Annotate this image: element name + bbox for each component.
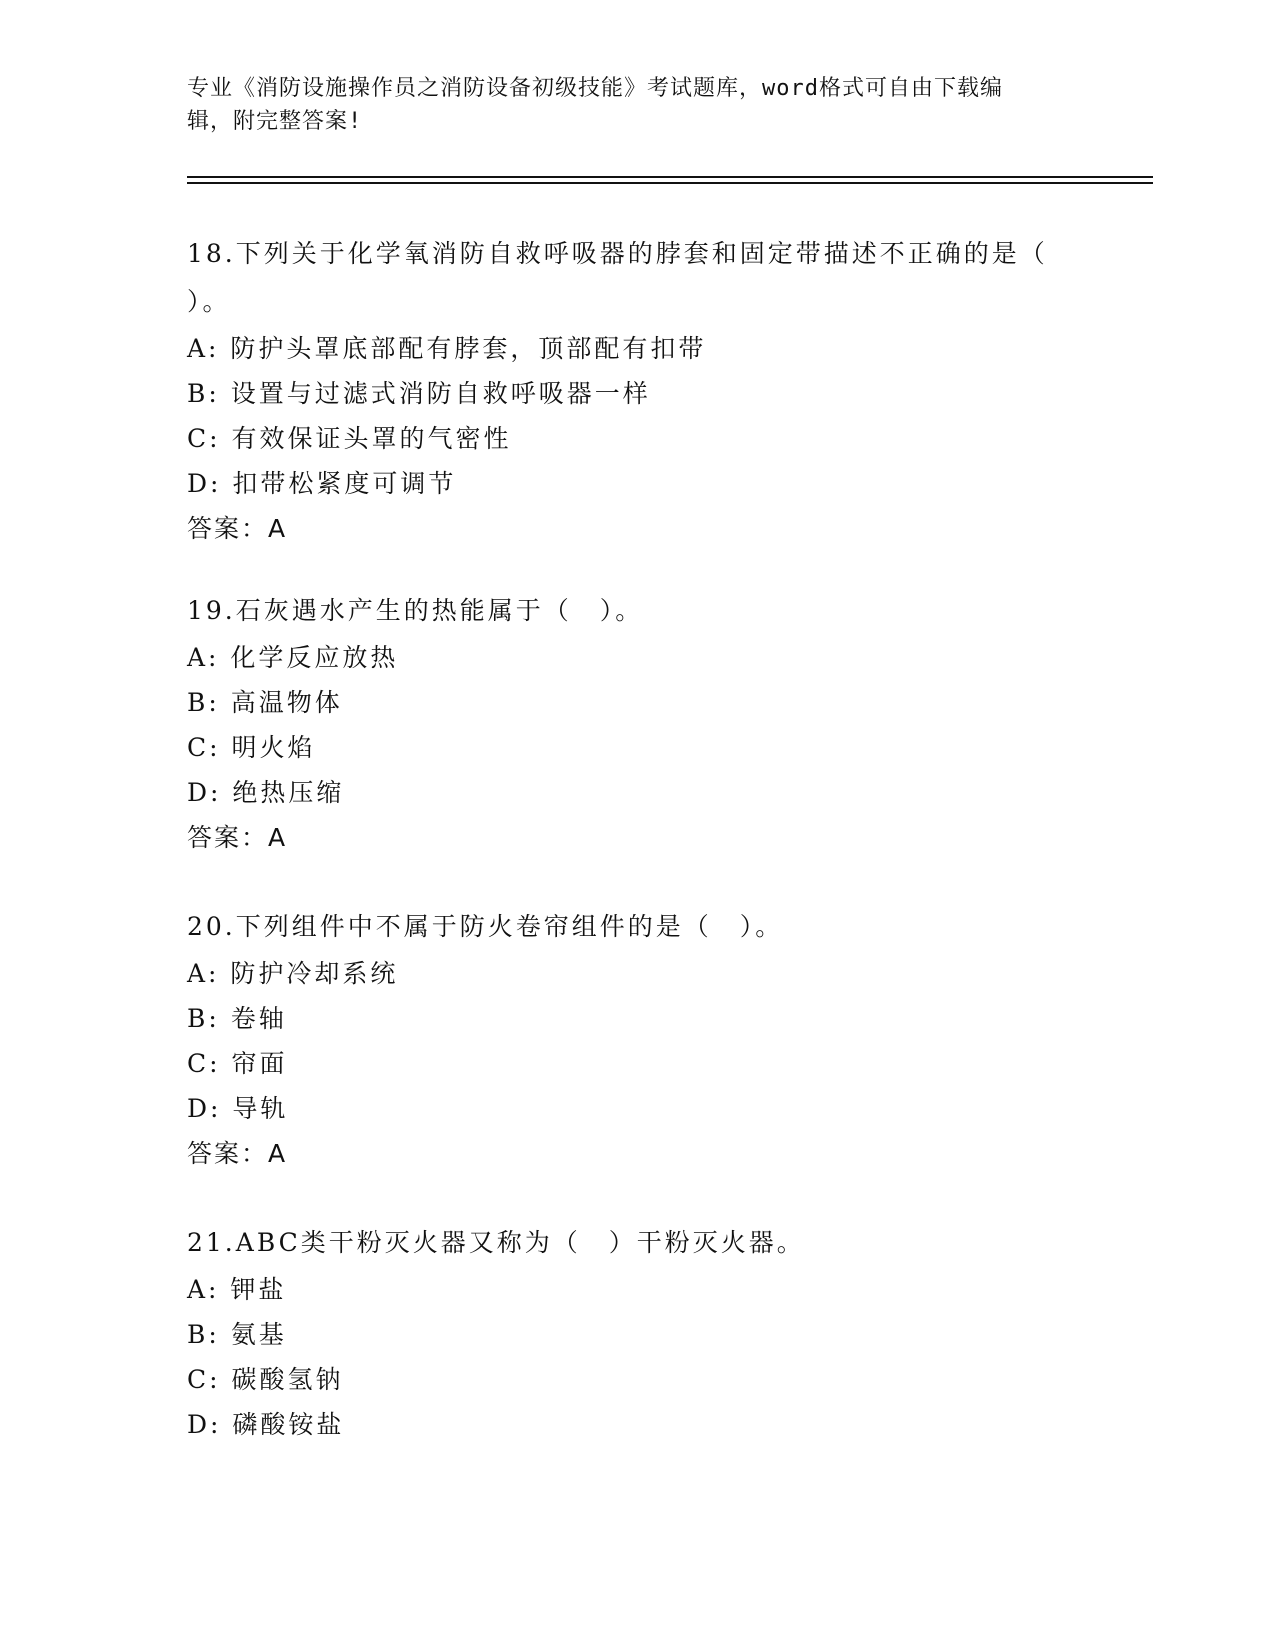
question-18 (187, 230, 1087, 551)
option-c: C: 有效保证头罩的气密性 (187, 424, 512, 453)
option-b: B: 卷轴 (187, 1004, 287, 1033)
option-c: C: 帘面 (187, 1049, 288, 1078)
option-a: A: 防护头罩底部配有脖套，顶部配有扣带 (187, 334, 707, 363)
option-b: B: 氨基 (187, 1320, 287, 1349)
question-stem: 21.ABC类干粉灭火器又称为（ ）干粉灭火器。 (187, 1228, 805, 1257)
question-stem-line-2: ）。 (187, 287, 231, 316)
option-d: D: 导轨 (187, 1094, 289, 1123)
header-divider-bottom (187, 182, 1153, 184)
option-a: A: 钾盐 (187, 1275, 287, 1304)
question-stem (187, 230, 1087, 326)
answer: 答案：A (187, 1139, 288, 1168)
option-d: D: 磷酸铵盐 (187, 1410, 345, 1439)
option-d: D: 扣带松紧度可调节 (187, 469, 457, 498)
option-a: A: 防护冷却系统 (187, 959, 399, 988)
question-20 (187, 903, 1087, 1176)
answer: 答案：A (187, 514, 288, 543)
question-19 (187, 587, 1087, 860)
question-stem-line-1: 18.下列关于化学氧消防自救呼吸器的脖套和固定带描述不正确的是（ (187, 239, 1048, 268)
option-c: C: 明火焰 (187, 733, 316, 762)
option-d: D: 绝热压缩 (187, 778, 345, 807)
option-b: B: 设置与过滤式消防自救呼吸器一样 (187, 379, 651, 408)
option-c: C: 碳酸氢钠 (187, 1365, 344, 1394)
option-a: A: 化学反应放热 (187, 643, 399, 672)
header-line-1: 专业《消防设施操作员之消防设备初级技能》考试题库，word格式可自由下载编 (187, 76, 1003, 101)
header-divider-top (187, 176, 1153, 178)
option-b: B: 高温物体 (187, 688, 343, 717)
question-stem: 19.石灰遇水产生的热能属于（ ）。 (187, 596, 644, 625)
question-21 (187, 1219, 1087, 1447)
header-line-2: 辑，附完整答案! (187, 109, 363, 134)
document-header (187, 72, 1067, 138)
answer: 答案：A (187, 823, 288, 852)
question-stem: 20.下列组件中不属于防火卷帘组件的是（ ）。 (187, 912, 784, 941)
